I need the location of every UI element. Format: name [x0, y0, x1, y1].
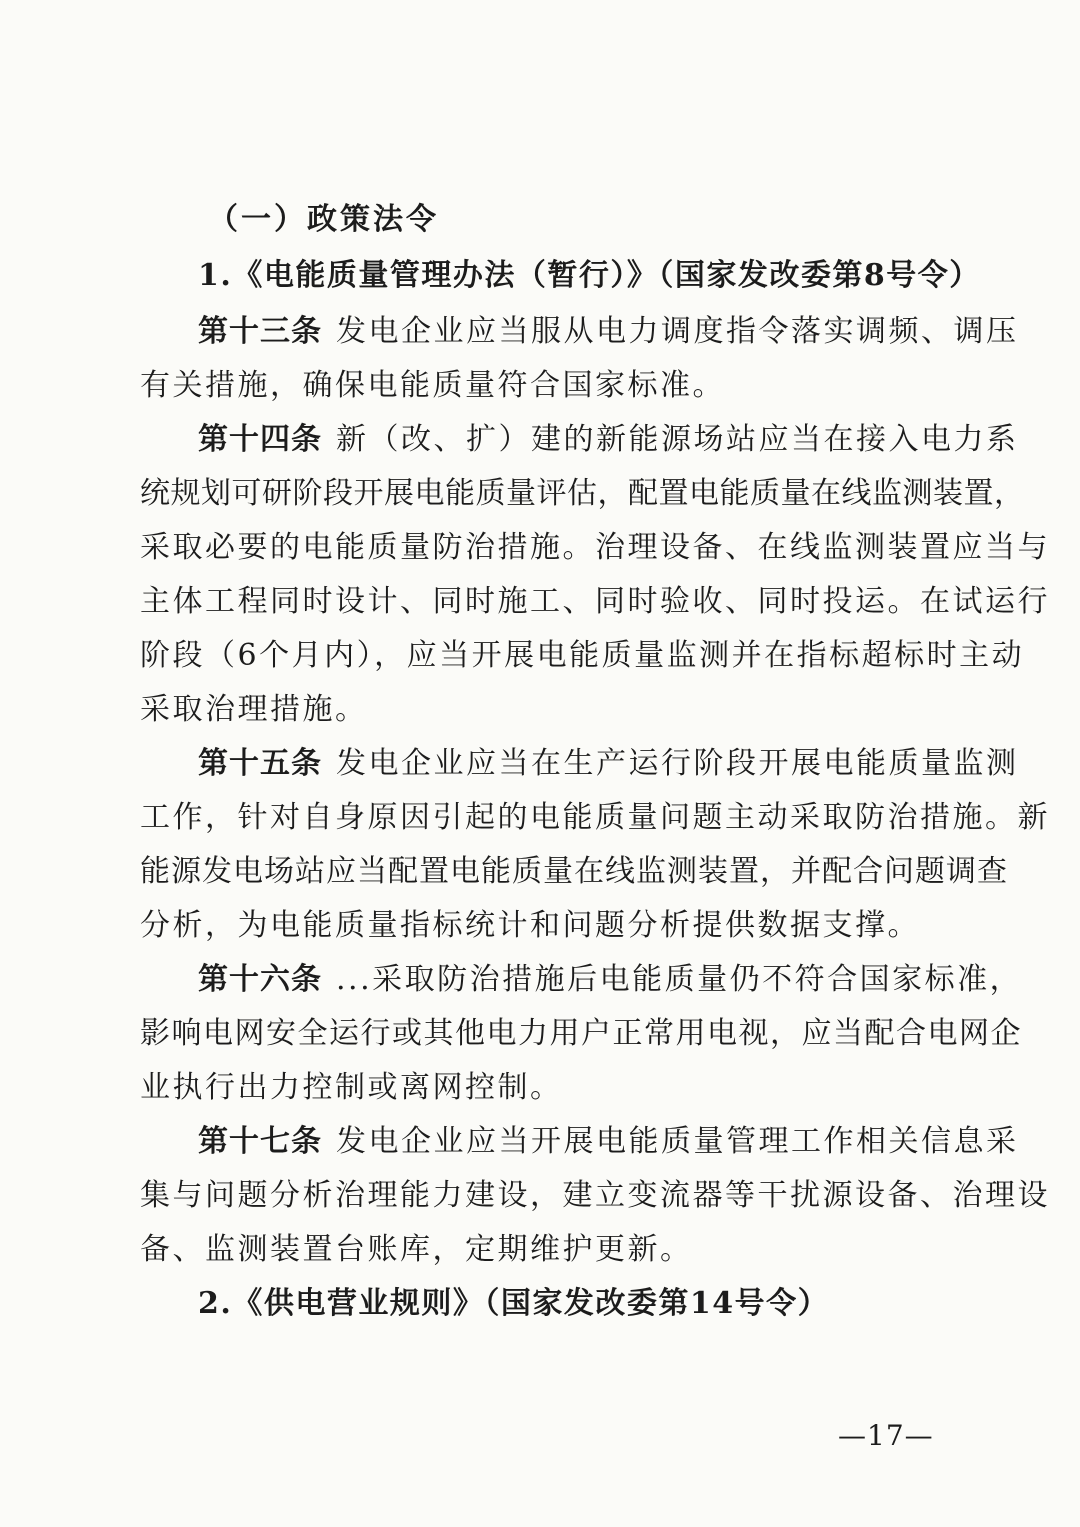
- article-16-text-1: ...采取防治措施后电能质量仍不符合国家标准，: [336, 962, 1023, 997]
- article-13-line-2: 有关措施，确保电能质量符合国家标准。: [140, 368, 725, 403]
- article-14-label: 第十四条: [198, 422, 322, 457]
- article-17-text-1: 发电企业应当开展电能质量管理工作相关信息采: [336, 1124, 1019, 1159]
- article-14-line-1: [198, 420, 1019, 460]
- article-17-label: 第十七条: [198, 1124, 322, 1159]
- article-15-text-1: 发电企业应当在生产运行阶段开展电能质量监测: [336, 746, 1019, 781]
- article-14-line-6: 采取治理措施。: [140, 692, 368, 727]
- article-16-label: 第十六条: [198, 962, 322, 997]
- article-13-line-1: [198, 312, 1019, 352]
- article-16-line-1: [198, 960, 1023, 1000]
- article-16-line-3: 业执行出力控制或离网控制。: [140, 1070, 563, 1105]
- article-15-line-1: [198, 744, 1019, 784]
- article-14-line-4: 主体工程同时设计、同时施工、同时验收、同时投运。在试运行: [140, 584, 1050, 619]
- article-17-line-1: [198, 1122, 1019, 1162]
- section-heading: （一）政策法令: [208, 202, 439, 237]
- article-14-text-1: 新（改、扩）建的新能源场站应当在接入电力系: [336, 422, 1019, 457]
- article-15-line-3: 能源发电场站应当配置电能质量在线监测装置，并配合问题调查: [140, 854, 1008, 889]
- article-17-line-3: 备、监测装置台账库，定期维护更新。: [140, 1232, 693, 1267]
- article-15-label: 第十五条: [198, 746, 322, 781]
- article-17-line-2: 集与问题分析治理能力建设，建立变流器等干扰源设备、治理设: [140, 1178, 1050, 1213]
- article-14-line-3: 采取必要的电能质量防治措施。治理设备、在线监测装置应当与: [140, 530, 1050, 565]
- article-13-label: 第十三条: [198, 314, 322, 349]
- article-15-line-4: 分析，为电能质量指标统计和问题分析提供数据支撑。: [140, 908, 920, 943]
- article-15-line-2: 工作，针对自身原因引起的电能质量问题主动采取防治措施。新: [140, 800, 1050, 835]
- article-13-text-1: 发电企业应当服从电力调度指令落实调频、调压: [336, 314, 1019, 349]
- doc-title-1: 1.《电能质量管理办法（暂行）》（国家发改委第8号令）: [198, 258, 981, 293]
- article-14-line-5: 阶段（6个月内），应当开展电能质量监测并在指标超标时主动: [140, 638, 1025, 673]
- page-number: —17—: [838, 1419, 934, 1452]
- article-16-line-2: 影响电网安全运行或其他电力用户正常用电视，应当配合电网企: [140, 1016, 1022, 1051]
- article-14-line-2: 统规划可研阶段开展电能质量评估，配置电能质量在线监测装置，: [140, 476, 1025, 511]
- doc-title-2: 2.《供电营业规则》（国家发改委第14号令）: [198, 1286, 830, 1321]
